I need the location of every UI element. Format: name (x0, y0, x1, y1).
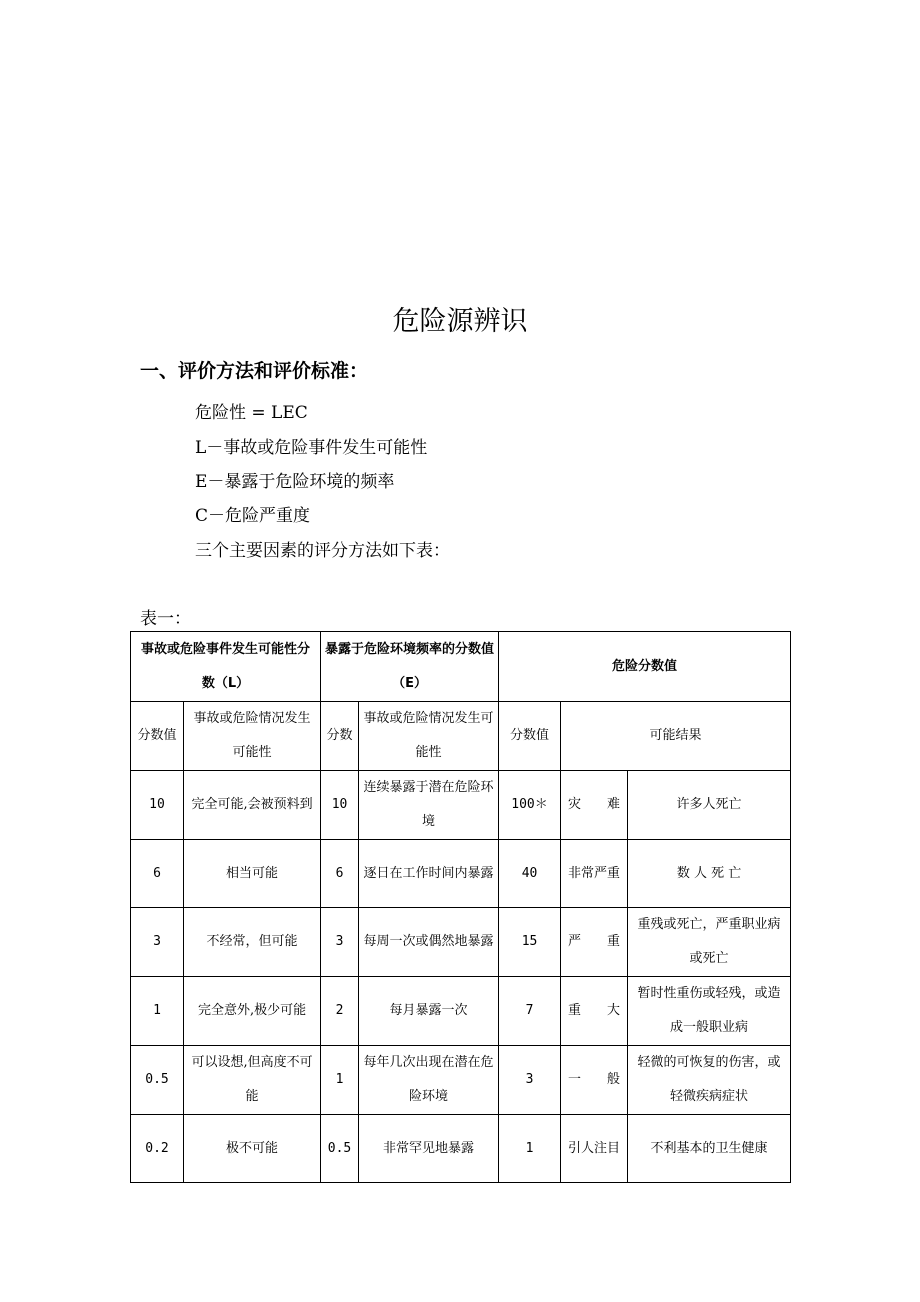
e-desc-cell: 逐日在工作时间内暴露 (359, 840, 499, 908)
e-score-cell: 10 (321, 771, 359, 840)
table-row (131, 977, 791, 1046)
header-e-score: 分数 (321, 702, 359, 771)
header-e-desc: 事故或危险情况发生可能性 (359, 702, 499, 771)
definition-line-c: C－危险严重度 (195, 506, 311, 526)
e-score-cell: 3 (321, 908, 359, 977)
header-l-score: 分数值 (131, 702, 184, 771)
c-result-cell: 许多人死亡 (628, 771, 791, 840)
e-desc-cell: 每年几次出现在潜在危险环境 (359, 1046, 499, 1115)
c-result-cell: 不利基本的卫生健康 (628, 1115, 791, 1183)
l-score-cell: 0.2 (131, 1115, 184, 1183)
table-group-header-row (131, 632, 791, 702)
definition-line-e: E－暴露于危险环境的频率 (195, 472, 395, 492)
l-score-cell: 1 (131, 977, 184, 1046)
e-score-cell: 2 (321, 977, 359, 1046)
e-score-cell: 6 (321, 840, 359, 908)
e-desc-cell: 每周一次或偶然地暴露 (359, 908, 499, 977)
header-l-group: 事故或危险事件发生可能性分数（L） (131, 632, 321, 702)
header-c-score: 分数值 (499, 702, 561, 771)
c-level-cell: 重 大 (561, 977, 628, 1046)
header-l-desc: 事故或危险情况发生可能性 (184, 702, 321, 771)
c-score-cell: 3 (499, 1046, 561, 1115)
intro-line: 三个主要因素的评分方法如下表： (195, 541, 450, 561)
c-level-cell: 引人注目 (561, 1115, 628, 1183)
l-desc-cell: 可以设想,但高度不可能 (184, 1046, 321, 1115)
e-desc-cell: 非常罕见地暴露 (359, 1115, 499, 1183)
definition-line-l: L－事故或危险事件发生可能性 (195, 438, 428, 458)
section-heading: 一、评价方法和评价标准： (140, 360, 369, 382)
c-score-cell: 7 (499, 977, 561, 1046)
header-e-group: 暴露于危险环境频率的分数值（E） (321, 632, 499, 702)
header-c-group: 危险分数值 (499, 632, 791, 702)
c-result-cell: 轻微的可恢复的伤害，或轻微疾病症状 (628, 1046, 791, 1115)
c-level-cell: 一 般 (561, 1046, 628, 1115)
l-score-cell: 6 (131, 840, 184, 908)
c-result-cell: 重残或死亡，严重职业病或死亡 (628, 908, 791, 977)
header-c-result: 可能结果 (561, 702, 791, 771)
e-desc-cell: 每月暴露一次 (359, 977, 499, 1046)
table-caption: 表一： (140, 609, 191, 629)
table-row (131, 1115, 791, 1183)
formula-line: 危险性 = LEC (195, 403, 308, 423)
table-row (131, 1046, 791, 1115)
c-level-cell: 非常严重 (561, 840, 628, 908)
c-score-cell: 40 (499, 840, 561, 908)
c-score-cell: 1 (499, 1115, 561, 1183)
c-level-cell: 严 重 (561, 908, 628, 977)
l-score-cell: 10 (131, 771, 184, 840)
table-row (131, 771, 791, 840)
c-score-cell: 100＊ (499, 771, 561, 840)
c-result-cell: 数 人 死 亡 (628, 840, 791, 908)
c-result-cell: 暂时性重伤或轻残，或造成一般职业病 (628, 977, 791, 1046)
table-sub-header-row (131, 702, 791, 771)
lec-scoring-table (130, 631, 791, 1183)
c-score-cell: 15 (499, 908, 561, 977)
l-desc-cell: 极不可能 (184, 1115, 321, 1183)
e-score-cell: 1 (321, 1046, 359, 1115)
l-desc-cell: 完全意外,极少可能 (184, 977, 321, 1046)
l-desc-cell: 不经常，但可能 (184, 908, 321, 977)
table-row (131, 908, 791, 977)
l-score-cell: 0.5 (131, 1046, 184, 1115)
page-title: 危险源辨识 (392, 306, 528, 337)
l-desc-cell: 完全可能,会被预料到 (184, 771, 321, 840)
c-level-cell: 灾 难 (561, 771, 628, 840)
e-score-cell: 0.5 (321, 1115, 359, 1183)
table-row (131, 840, 791, 908)
e-desc-cell: 连续暴露于潜在危险环境 (359, 771, 499, 840)
l-desc-cell: 相当可能 (184, 840, 321, 908)
l-score-cell: 3 (131, 908, 184, 977)
